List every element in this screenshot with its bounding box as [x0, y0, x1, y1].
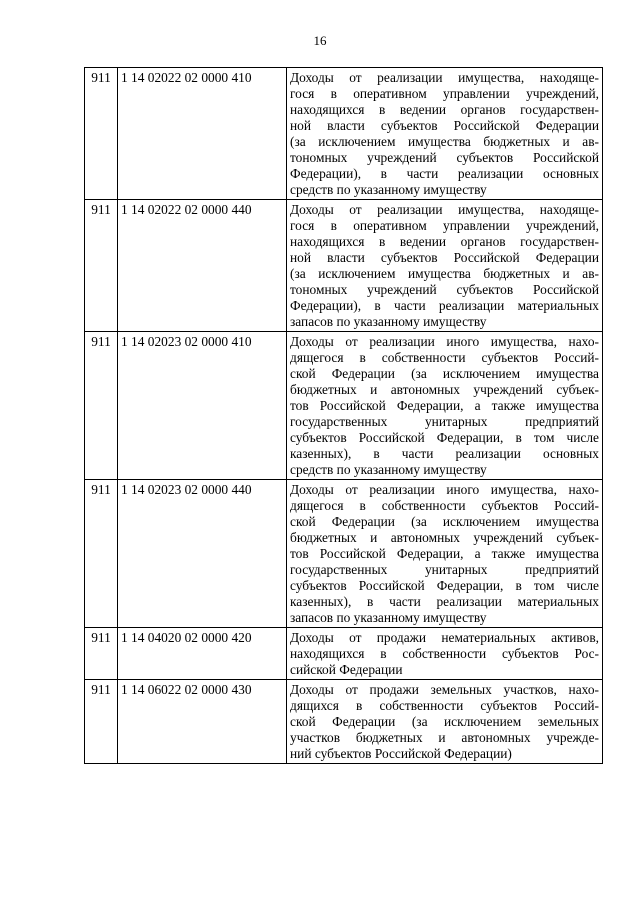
description-line: ной власти субъектов Российской Федерации	[290, 250, 599, 265]
description-cell	[287, 332, 603, 480]
description-line: государственных унитарных предприятий	[290, 562, 599, 577]
description-line: (за исключением имущества бюджетных и ав-	[290, 266, 599, 281]
description-line: тономных учреждений субъектов Российской	[290, 150, 599, 165]
description-line: Доходы от реализации иного имущества, нахо-	[290, 334, 599, 349]
description-line: Доходы от реализации имущества, находяще-	[290, 70, 599, 85]
description-line: ской Федерации (за исключением имущества	[290, 366, 599, 381]
description-line: находящихся в ведении органов государствен-	[290, 234, 599, 249]
table-row	[85, 200, 603, 332]
description-line: казенных), в части реализации материальных	[290, 594, 599, 609]
description-cell	[287, 680, 603, 764]
description-line: ний субъектов Российской Федерации)	[290, 746, 512, 761]
revenue-codes-table	[84, 67, 603, 764]
description-line: Доходы от реализации имущества, находяще-	[290, 202, 599, 217]
description-line: участков бюджетных и автономных учрежде-	[290, 730, 599, 745]
description-line: ской Федерации (за исключением имущества	[290, 514, 599, 529]
description-line: тов Российской Федерации, а также имущества	[290, 398, 599, 413]
admin-code-cell: 911	[85, 68, 118, 200]
description-line: дящихся в собственности субъектов Россий-	[290, 698, 599, 713]
admin-code-cell: 911	[85, 480, 118, 628]
admin-code-cell: 911	[85, 628, 118, 680]
description-line: бюджетных и автономных учреждений субъек-	[290, 530, 599, 545]
description-line: бюджетных и автономных учреждений субъек-	[290, 382, 599, 397]
description-line: гося в оперативном управлении учреждений,	[290, 86, 599, 101]
description-cell	[287, 68, 603, 200]
table-row	[85, 480, 603, 628]
description-line: запасов по указанному имуществу	[290, 610, 487, 625]
budget-code-cell: 1 14 02023 02 0000 440	[118, 480, 287, 628]
table-body	[85, 68, 603, 764]
description-line: находящихся в собственности субъектов Рос-	[290, 646, 599, 661]
budget-code-cell: 1 14 02022 02 0000 440	[118, 200, 287, 332]
description-line: (за исключением имущества бюджетных и ав-	[290, 134, 599, 149]
description-line: средств по указанному имуществу	[290, 182, 487, 197]
description-line: Доходы от продажи земельных участков, нахо-	[290, 682, 599, 697]
description-line: дящегося в собственности субъектов Россий-	[290, 350, 599, 365]
description-line: тономных учреждений субъектов Российской	[290, 282, 599, 297]
description-line: субъектов Российской Федерации, в том числе	[290, 578, 599, 593]
description-line: ной власти субъектов Российской Федерации	[290, 118, 599, 133]
budget-code-cell: 1 14 02023 02 0000 410	[118, 332, 287, 480]
description-line: казенных), в части реализации основных	[290, 446, 599, 461]
table-row	[85, 332, 603, 480]
table-row	[85, 680, 603, 764]
description-line: ской Федерации (за исключением земельных	[290, 714, 599, 729]
description-line: Доходы от реализации иного имущества, нахо-	[290, 482, 599, 497]
table-row	[85, 68, 603, 200]
description-cell	[287, 480, 603, 628]
description-line: средств по указанному имуществу	[290, 462, 487, 477]
description-line: государственных унитарных предприятий	[290, 414, 599, 429]
budget-code-cell: 1 14 02022 02 0000 410	[118, 68, 287, 200]
description-line: тов Российской Федерации, а также имущества	[290, 546, 599, 561]
table-row	[85, 628, 603, 680]
description-line: Доходы от продажи нематериальных активов,	[290, 630, 599, 645]
description-line: гося в оперативном управлении учреждений,	[290, 218, 599, 233]
admin-code-cell: 911	[85, 200, 118, 332]
description-cell	[287, 628, 603, 680]
description-line: запасов по указанному имуществу	[290, 314, 487, 329]
budget-code-cell: 1 14 04020 02 0000 420	[118, 628, 287, 680]
admin-code-cell: 911	[85, 680, 118, 764]
description-line: дящегося в собственности субъектов Россий-	[290, 498, 599, 513]
description-cell	[287, 200, 603, 332]
admin-code-cell: 911	[85, 332, 118, 480]
description-line: Федерации), в части реализации основных	[290, 166, 599, 181]
budget-code-cell: 1 14 06022 02 0000 430	[118, 680, 287, 764]
description-line: Федерации), в части реализации материальных	[290, 298, 599, 313]
description-line: субъектов Российской Федерации, в том числе	[290, 430, 599, 445]
page-number: 16	[313, 33, 327, 48]
description-line: сийской Федерации	[290, 662, 403, 677]
description-line: находящихся в ведении органов государствен-	[290, 102, 599, 117]
